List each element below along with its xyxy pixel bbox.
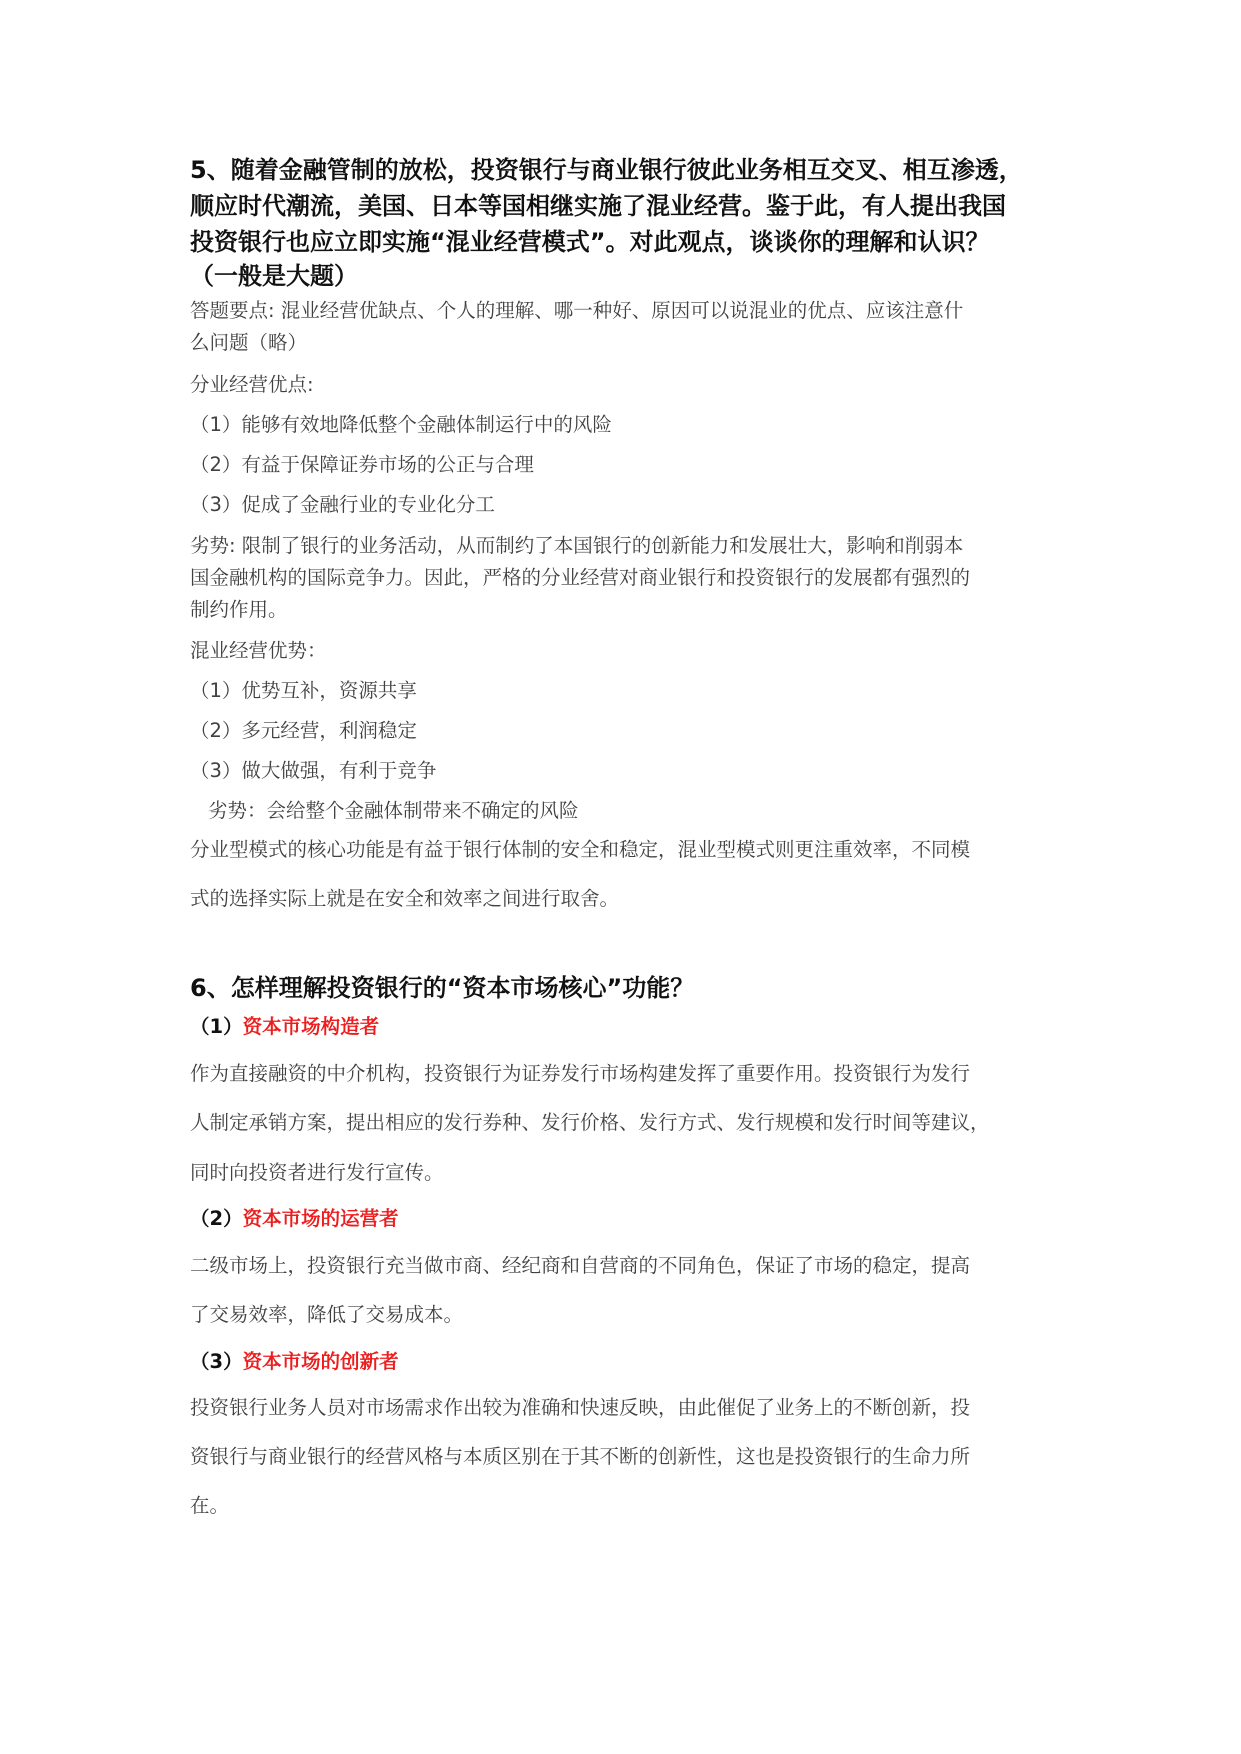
section-title: 资本市场的创新者 <box>242 1350 399 1373</box>
section-paragraph-line: 在。 <box>190 1494 230 1517</box>
section-paragraph-line: 二级市场上，投资银行充当做市商、经纪商和自营商的不同角色，保证了市场的稳定，提高 <box>190 1254 971 1277</box>
section-paragraph-line: 投资银行业务人员对市场需求作出较为准确和快速反映，由此催促了业务上的不断创新，投 <box>190 1396 971 1419</box>
separate-disadvantage: 制约作用。 <box>190 598 288 621</box>
section-paragraph-line: 人制定承销方案，提出相应的发行券种、发行价格、发行方式、发行规模和发行时间等建议， <box>190 1111 990 1134</box>
separate-item: （1）能够有效地降低整个金融体制运行中的风险 <box>190 413 612 436</box>
section-paragraph-line: 同时向投资者进行发行宣传。 <box>190 1161 444 1184</box>
section-number: （2） <box>190 1207 243 1230</box>
separate-disadvantage: 劣势: 限制了银行的业务活动，从而制约了本国银行的创新能力和发展壮大，影响和削弱本 <box>190 534 964 557</box>
q5-conclusion: 式的选择实际上就是在安全和效率之间进行取舍。 <box>190 887 620 910</box>
section-title: 资本市场的运营者 <box>242 1207 399 1230</box>
separate-item: （2）有益于保障证券市场的公正与合理 <box>190 453 534 476</box>
section-paragraph-line: 了交易效率，降低了交易成本。 <box>190 1303 464 1326</box>
q5-title-line: 顺应时代潮流，美国、日本等国相继实施了混业经营。鉴于此，有人提出我国 <box>190 192 1006 220</box>
separate-item: （3）促成了金融行业的专业化分工 <box>190 493 495 516</box>
separate-heading: 分业经营优点: <box>190 373 314 396</box>
mixed-heading: 混业经营优势： <box>190 639 327 662</box>
section-number: （1） <box>190 1015 243 1038</box>
q6-title: 6、怎样理解投资银行的“资本市场核心”功能？ <box>190 974 695 1002</box>
q5-key-points: 答题要点: 混业经营优缺点、个人的理解、哪一种好、原因可以说混业的优点、应该注意什 <box>190 299 964 322</box>
mixed-item: （1）优势互补，资源共享 <box>190 679 417 702</box>
q5-title-line: 投资银行也应立即实施“混业经营模式”。对此观点，谈谈你的理解和认识？ <box>190 228 990 256</box>
section-title: 资本市场构造者 <box>242 1015 380 1038</box>
q5-conclusion: 分业型模式的核心功能是有益于银行体制的安全和稳定，混业型模式则更注重效率，不同模 <box>190 838 971 861</box>
q5-title-line: 5、随着金融管制的放松，投资银行与商业银行彼此业务相互交叉、相互渗透， <box>190 156 1023 184</box>
q6-section-heading <box>190 1346 399 1374</box>
section-number: （3） <box>190 1350 243 1373</box>
mixed-item: （2）多元经营，利润稳定 <box>190 719 417 742</box>
q5-title-line: （一般是大题） <box>190 262 358 290</box>
q6-section-heading <box>190 1203 399 1231</box>
q6-section-heading <box>190 1011 379 1039</box>
q5-key-points: 么问题（略） <box>190 331 308 354</box>
mixed-disadvantage: 劣势：会给整个金融体制带来不确定的风险 <box>208 799 579 822</box>
mixed-item: （3）做大做强，有利于竞争 <box>190 759 437 782</box>
section-paragraph-line: 资银行与商业银行的经营风格与本质区别在于其不断的创新性，这也是投资银行的生命力所 <box>190 1445 971 1468</box>
separate-disadvantage: 国金融机构的国际竞争力。因此，严格的分业经营对商业银行和投资银行的发展都有强烈的 <box>190 566 971 589</box>
section-paragraph-line: 作为直接融资的中介机构，投资银行为证券发行市场构建发挥了重要作用。投资银行为发行 <box>190 1062 971 1085</box>
